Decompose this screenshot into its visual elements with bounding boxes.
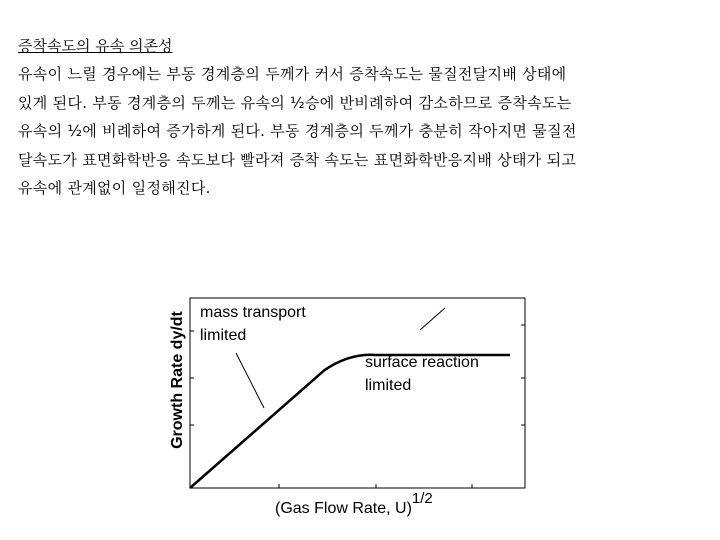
paragraph-line: 유속에 관계없이 일정해진다. xyxy=(18,179,211,197)
annotation-surface-reaction-line1: surface reaction xyxy=(365,354,479,371)
paragraph-line: 달속도가 표면화학반응 속도보다 빨라져 증착 속도는 표면화학반응지배 상태가 되고 xyxy=(18,150,577,169)
annotation-mass-transport-line2: limited xyxy=(200,327,247,344)
growth-rate-curve xyxy=(190,355,510,488)
annotation-pointer-surface-reaction xyxy=(420,308,445,330)
paragraph-line: 유속이 느릴 경우에는 부동 경계층의 두께가 커서 증착속도는 물질전달지배 상태에 xyxy=(18,65,567,83)
annotation-pointer-mass-transport xyxy=(236,353,264,408)
paragraph-line: 유속의 ½에 비례하여 증가하게 된다. 부동 경계층의 두께가 충분히 작아지면 물질전 xyxy=(18,122,577,140)
paragraph-line: 있게 된다. 부동 경계층의 두께는 유속의 ½승에 반비례하여 감소하므로 증착속도는 xyxy=(18,93,572,112)
body-paragraph xyxy=(18,60,708,203)
x-axis-label: (Gas Flow Rate, U)1/2 xyxy=(275,490,433,517)
section-heading: 증착속도의 유속 의존성 xyxy=(18,37,173,55)
annotation-mass-transport-line1: mass transport xyxy=(200,304,306,321)
annotation-surface-reaction-line2: limited xyxy=(365,377,412,394)
y-axis-label: Growth Rate dy/dt xyxy=(169,311,186,449)
growth-rate-figure xyxy=(160,290,540,530)
growth-rate-chart xyxy=(160,290,540,530)
